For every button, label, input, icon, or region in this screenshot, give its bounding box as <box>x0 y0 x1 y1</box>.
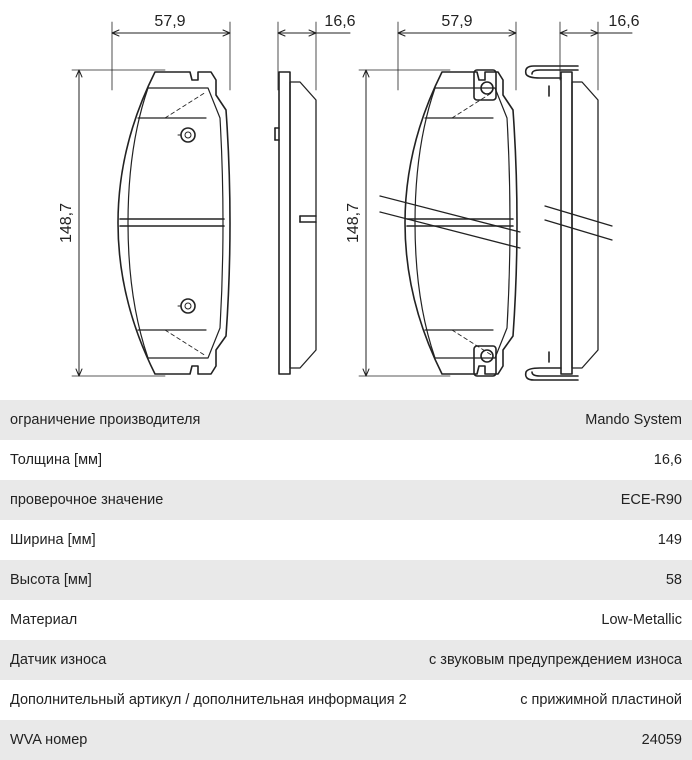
front2-width-dimension: 57,9 <box>441 13 473 30</box>
spec-table <box>0 400 692 760</box>
spec-value: 24059 <box>641 732 682 748</box>
spec-label: Толщина [мм] <box>10 452 103 468</box>
spec-label: WVA номер <box>10 732 88 748</box>
pad-side-view-shim <box>526 13 640 380</box>
spec-value: ECE-R90 <box>620 492 682 508</box>
spec-row <box>0 440 692 480</box>
front-width-dimension: 57,9 <box>154 13 186 30</box>
spec-value: Mando System <box>585 412 682 428</box>
spec-label: Ширина [мм] <box>10 532 96 548</box>
pad-front-view <box>58 13 230 376</box>
spec-value: с звуковым предупреждением износа <box>429 652 682 668</box>
spec-row <box>0 720 692 760</box>
spec-value: Low-Metallic <box>601 612 682 628</box>
spec-value: 149 <box>657 532 682 548</box>
spec-label: Высота [мм] <box>10 572 92 588</box>
front2-height-dimension: 148,7 <box>345 202 362 244</box>
spec-value: 58 <box>665 572 682 588</box>
spec-value: 16,6 <box>653 452 682 468</box>
spec-label: ограничение производителя <box>10 412 201 428</box>
spec-row <box>0 520 692 560</box>
spec-label: проверочное значение <box>10 492 164 508</box>
spec-row <box>0 600 692 640</box>
front-height-dimension: 148,7 <box>58 202 75 244</box>
spec-row <box>0 680 692 720</box>
pad-side-view <box>275 13 356 374</box>
spec-value: с прижимной пластиной <box>520 692 682 708</box>
side2-thickness-dimension: 16,6 <box>608 13 640 30</box>
pad-front-view-shim <box>345 13 520 376</box>
spec-row <box>0 560 692 600</box>
spec-row <box>0 640 692 680</box>
side-thickness-dimension: 16,6 <box>324 13 356 30</box>
spec-label: Дополнительный артикул / дополнительная информация 2 <box>10 692 407 708</box>
spec-label: Материал <box>10 612 78 628</box>
spec-label: Датчик износа <box>10 652 107 668</box>
spec-row <box>0 480 692 520</box>
spec-row <box>0 400 692 440</box>
